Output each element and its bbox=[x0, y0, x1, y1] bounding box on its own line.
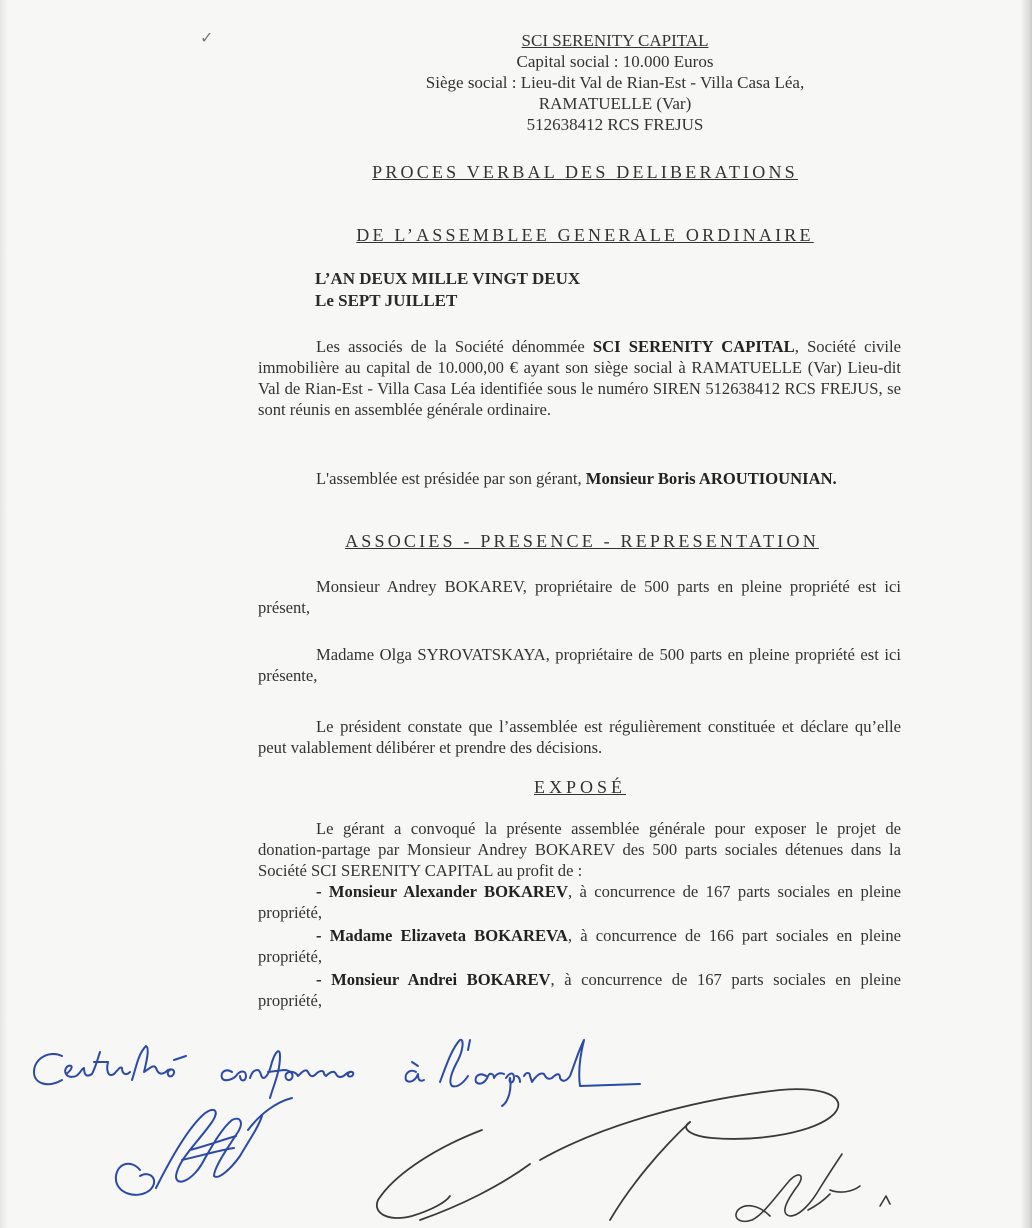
intro-company-name: SCI SERENITY CAPITAL bbox=[592, 337, 795, 356]
meeting-year: L’AN DEUX MILLE VINGT DEUX bbox=[315, 269, 581, 288]
company-capital: Capital social : 10.000 Euros bbox=[516, 52, 714, 71]
signature-middle bbox=[377, 1089, 839, 1220]
check-mark-icon: ✓ bbox=[200, 28, 214, 47]
company-rcs: 512638412 RCS FREJUS bbox=[526, 115, 704, 134]
title-expose: EXPOSÉ bbox=[533, 777, 626, 797]
meeting-date bbox=[315, 268, 580, 312]
company-name: SCI SERENITY CAPITAL bbox=[521, 31, 709, 50]
paragraph-associe-1: Monsieur Andrey BOKAREV, propriétaire de 500 parts en pleine propriété est ici présent, bbox=[258, 577, 901, 617]
signature-right bbox=[736, 1154, 890, 1221]
signatures-drawing bbox=[0, 1010, 1032, 1228]
beneficiary-2: - Madame Elizaveta BOKAREVA, à concurrence de 166 part sociales en pleine propriété, bbox=[258, 926, 902, 966]
signature-left bbox=[116, 1098, 292, 1195]
paragraph-associe-2: Madame Olga SYROVATSKAYA, propriétaire de 500 parts en pleine propriété est ici présente, bbox=[258, 645, 901, 685]
paragraph-presided: L'assemblée est présidée par son gérant, Monsieur Boris AROUTIOUNIAN. bbox=[316, 469, 837, 488]
paragraph-intro: Les associés de la Société dénommée SCI SERENITY CAPITAL, Société civile immobilière au capital de 10.000,00 € ayant son siège social à RAMATUELLE (Var) Lieu-dit Val de Rian-Est - Villa Casa Léa identifiée sous le numéro SIREN 512638412 RCS FREJUS, se sont réunis en assemblée générale ordinaire. bbox=[258, 337, 901, 419]
title-assemblee: DE L’ASSEMBLEE GENERALE ORDINAIRE bbox=[356, 225, 814, 245]
signature-area bbox=[0, 1010, 1032, 1228]
company-header bbox=[300, 30, 930, 135]
beneficiary-1: - Monsieur Alexander BOKAREV, à concurrence de 167 parts sociales en pleine propriété, bbox=[258, 882, 902, 922]
title-associes: ASSOCIES - PRESENCE - REPRESENTATION bbox=[345, 531, 819, 551]
beneficiary-3: - Monsieur Andrei BOKAREV, à concurrence de 167 parts sociales en pleine propriété, bbox=[258, 970, 902, 1010]
president-name: Monsieur Boris AROUTIOUNIAN. bbox=[585, 469, 837, 488]
title-proces-verbal: PROCES VERBAL DES DELIBERATIONS bbox=[372, 162, 798, 182]
paragraph-expose: Le gérant a convoqué la présente assemblée générale pour exposer le projet de donation-partage par Monsieur Andrey BOKAREV des 500 parts sociales détenues dans la Société SCI SERENITY CAPITAL au profit de : bbox=[258, 819, 901, 880]
handwritten-certification bbox=[34, 1040, 640, 1106]
meeting-day: Le SEPT JUILLET bbox=[315, 291, 458, 310]
company-city: RAMATUELLE (Var) bbox=[538, 94, 692, 113]
paragraph-constat: Le président constate que l’assemblée est régulièrement constituée et déclare qu’elle peut valablement délibérer et prendre des décisions. bbox=[258, 717, 901, 757]
company-seat: Siège social : Lieu-dit Val de Rian-Est - Villa Casa Léa, bbox=[425, 73, 805, 92]
